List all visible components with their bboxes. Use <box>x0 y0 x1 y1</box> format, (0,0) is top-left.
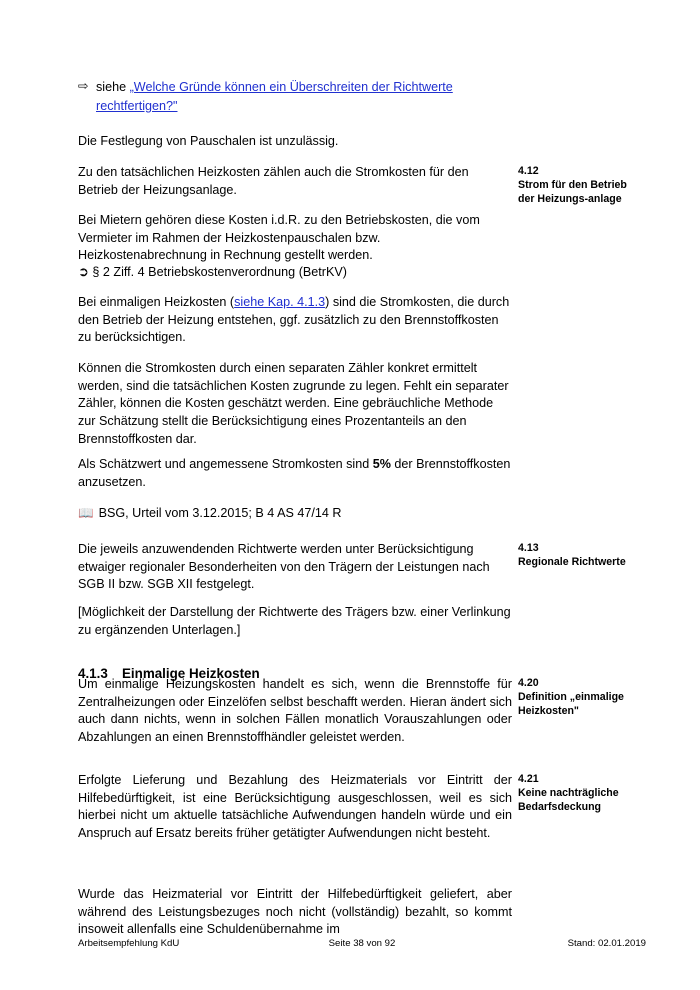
link-siehe-kap-413[interactable]: siehe Kap. 4.1.3 <box>234 295 326 309</box>
see-also-prefix: siehe <box>96 80 130 94</box>
paragraph-mieter: Bei Mietern gehören diese Kosten i.d.R. zu den Betriebskosten, die vom Vermieter im Rahmen der Heizkostenpauschalen bzw. Heizkostenabrechnung in Rechnung gestellt werden. <box>78 213 480 263</box>
footer-page-number: Seite 38 von 92 <box>328 938 396 949</box>
paragraph-see-also <box>78 78 530 115</box>
paragraph-urteil <box>78 505 512 523</box>
margin-note-number: 4.13 <box>518 542 539 554</box>
main-text-column <box>78 78 512 937</box>
paragraph-einmalige-heizkosten-ref <box>78 294 512 347</box>
page-footer <box>78 938 646 949</box>
paragraph-betrkv <box>78 263 512 282</box>
paragraph-erfolgte-lieferung: Erfolgte Lieferung und Bezahlung des Heizmaterials vor Eintritt der Hilfebedürftigkeit, ist eine Berücksichtigung ausgeschlossen, weil es sich hierbei nicht um aktuelle tatsächliche Aufwendungen handeln würde und ein Anspruch auf Ersatz bereits früher getätigter Aufwendungen nicht besteht. <box>78 773 512 840</box>
link-welche-gruende-line2[interactable]: rechtfertigen?" <box>96 98 178 113</box>
margin-note-text: Keine nachträgliche Bedarfsdeckung <box>518 787 619 814</box>
margin-note-4-21 <box>518 772 646 815</box>
margin-note-number: 4.20 <box>518 677 539 689</box>
paragraph-pauschalen: Die Festlegung von Pauschalen ist unzulässig. <box>78 134 339 148</box>
margin-note-4-20 <box>518 676 646 719</box>
paragraph-stromkosten: Zu den tatsächlichen Heizkosten zählen auch die Stromkosten für den Betrieb der Heizungsanlage. <box>78 165 469 197</box>
margin-note-4-13 <box>518 541 646 569</box>
heading-title: Einmalige Heizkosten <box>122 666 260 682</box>
betrkv-text: § 2 Ziff. 4 Betriebskostenverordnung (BetrKV) <box>88 265 347 279</box>
paragraph-einmalige-definition: Um einmalige Heizungskosten handelt es sich, wenn die Brennstoffe für Zentralheizungen oder Einzelöfen selbst beschafft werden. Hieran ändert sich auch dann nichts, wenn in solchen Fällen monatlich Vorauszahlungen oder Abzahlungen an einen Brennstoffhändler geleistet werden. <box>78 677 512 744</box>
paragraph-schaetzwert <box>78 456 512 491</box>
urteil-text: BSG, Urteil vom 3.12.2015; B 4 AS 47/14 R <box>98 506 342 520</box>
footer-date: Stand: 02.01.2019 <box>567 938 646 949</box>
paragraph-richtwerte: Die jeweils anzuwendenden Richtwerte werden unter Berücksichtigung etwaiger regionaler Besonderheiten von den Trägern der Leistungen nach SGB II bzw. SGB XII festgelegt. <box>78 542 490 592</box>
heading-number: 4.1.3 <box>78 666 108 682</box>
book-icon: 📖 <box>78 506 94 520</box>
schaetzwert-pre: Als Schätzwert und angemessene Stromkosten sind <box>78 457 373 471</box>
footer-left-text: Arbeitsempfehlung KdU <box>78 938 180 949</box>
margin-note-text: Definition „einmalige Heizkosten" <box>518 691 624 718</box>
einmalige-pre: Bei einmaligen Heizkosten ( <box>78 295 235 309</box>
see-also-text <box>96 80 453 113</box>
margin-note-4-12 <box>518 164 646 207</box>
link-welche-gruende-line1[interactable]: „Welche Gründe können ein Überschreiten der Richtwerte <box>129 80 453 94</box>
schaetzwert-post: der Brennstoffkosten anzusetzen. <box>78 457 511 489</box>
einmalige-post: ) sind die Stromkosten, die durch den Betrieb der Heizung entstehen, ggf. zusätzlich zu den Brennstoffkosten zu berücksichtigen. <box>78 295 510 345</box>
paragraph-zaehler: Können die Stromkosten durch einen separaten Zähler konkret ermittelt werden, sind die tatsächlichen Kosten zugrunde zu legen. Fehlt ein separater Zähler, können die Kosten geschätzt werden. Eine gebräuchliche Methode zur Schätzung stellt die Berücksichtigung eines Prozentanteils an den Brennstoffkosten dar. <box>78 361 509 446</box>
arrow-right-icon: ⇨ <box>78 79 89 93</box>
margin-note-number: 4.12 <box>518 165 539 177</box>
margin-note-text: Strom für den Betrieb der Heizungs-anlage <box>518 179 627 206</box>
margin-note-text: Regionale Richtwerte <box>518 556 626 569</box>
hook-arrow-icon: ➲ <box>78 264 89 279</box>
paragraph-moeglichkeit: [Möglichkeit der Darstellung der Richtwerte des Trägers bzw. einer Verlinkung zu ergänzenden Unterlagen.] <box>78 605 511 637</box>
margin-note-number: 4.21 <box>518 773 539 785</box>
schaetzwert-value: 5% <box>372 457 391 471</box>
paragraph-wurde-heizmaterial: Wurde das Heizmaterial vor Eintritt der Hilfebedürftigkeit geliefert, aber während des Leistungsbezuges noch nicht (vollständig) bezahlt, so kommt insoweit allenfalls eine Schuldenübernahme im <box>78 887 512 937</box>
